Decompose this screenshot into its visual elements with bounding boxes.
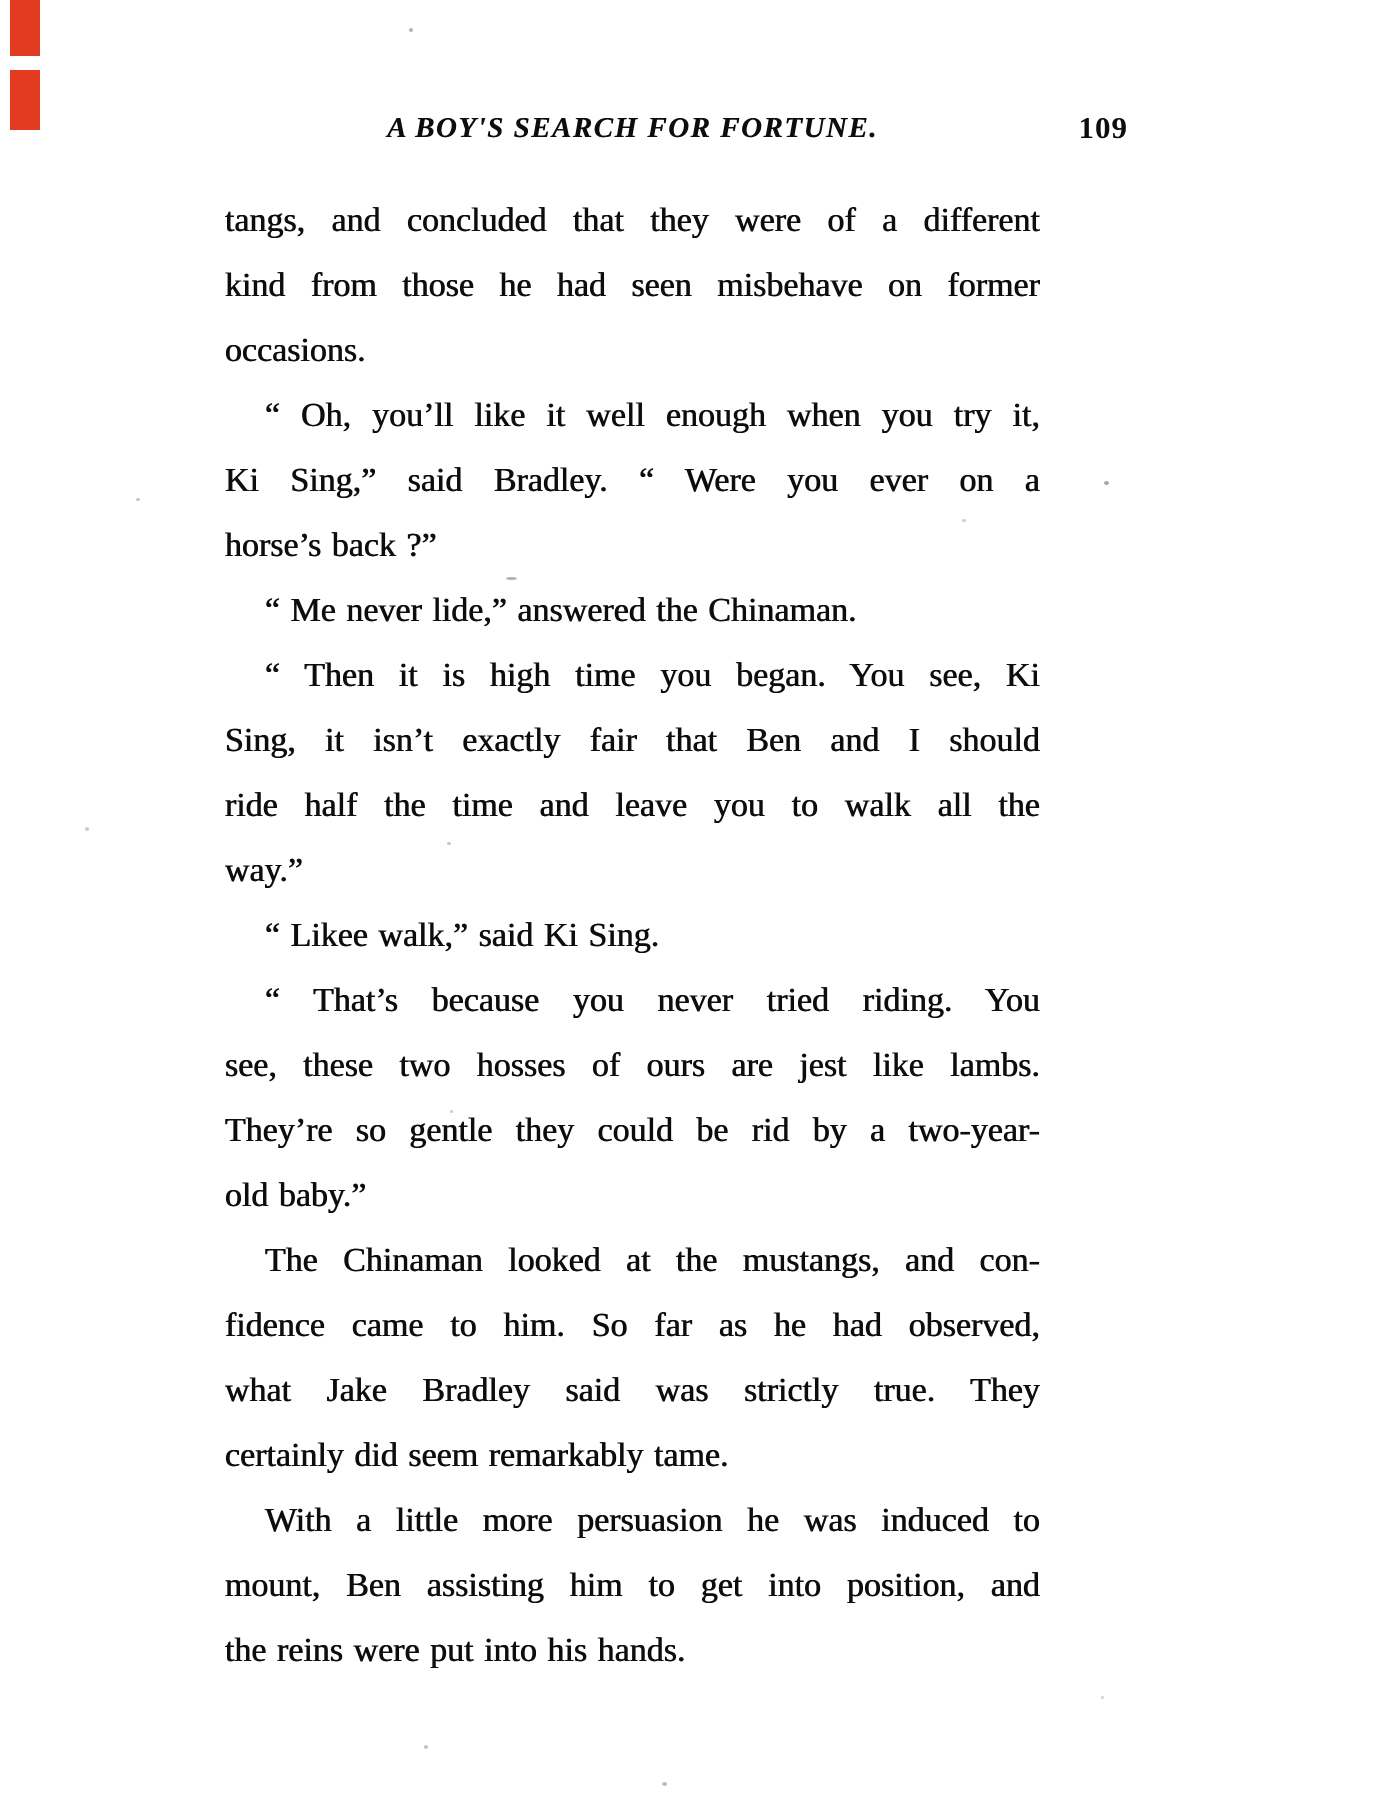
text-line: mount, Ben assisting him to get into position, and <box>225 1567 1040 1604</box>
text-line: kind from those he had seen misbehave on former <box>225 267 1040 304</box>
text-line: “ Oh, you’ll like it well enough when you try it, <box>265 397 1040 434</box>
scan-speck <box>1104 481 1109 485</box>
text-line: “ That’s because you never tried riding. You <box>265 982 1040 1019</box>
scan-speck <box>962 519 966 522</box>
text-line: fidence came to him. So far as he had observed, <box>225 1307 1040 1344</box>
text-line: tangs, and concluded that they were of a different <box>225 202 1040 239</box>
text-line: Ki Sing,” said Bradley. “ Were you ever on a <box>225 462 1040 499</box>
text-line: horse’s back ?” <box>225 527 437 564</box>
text-line: old baby.” <box>225 1177 367 1214</box>
scan-speck <box>506 577 517 580</box>
text-line: Sing, it isn’t exactly fair that Ben and I should <box>225 722 1040 759</box>
scan-speck <box>450 1110 453 1113</box>
text-line: They’re so gentle they could be rid by a two-year- <box>225 1112 1040 1149</box>
running-title: A BOY'S SEARCH FOR FORTUNE. <box>387 112 878 144</box>
text-line: certainly did seem remarkably tame. <box>225 1437 729 1474</box>
scan-speck <box>85 827 89 831</box>
text-line: “ Likee walk,” said Ki Sing. <box>265 917 660 954</box>
page-text <box>225 188 1040 1683</box>
page-header <box>225 110 1128 156</box>
red-edge-mark-bottom <box>10 70 40 130</box>
text-line: what Jake Bradley said was strictly true. They <box>225 1372 1040 1409</box>
text-line: “ Me never lide,” answered the Chinaman. <box>265 592 857 629</box>
text-line: ride half the time and leave you to walk all the <box>225 787 1040 824</box>
text-line: occasions. <box>225 332 366 369</box>
text-line: “ Then it is high time you began. You see, Ki <box>265 657 1040 694</box>
text-line: The Chinaman looked at the mustangs, and con- <box>265 1242 1040 1279</box>
text-line: the reins were put into his hands. <box>225 1632 686 1669</box>
page-number: 109 <box>1078 110 1128 145</box>
text-line: see, these two hosses of ours are jest like lambs. <box>225 1047 1040 1084</box>
scan-speck <box>424 1745 428 1749</box>
text-line: way.” <box>225 852 304 889</box>
text-line: With a little more persuasion he was induced to <box>265 1502 1040 1539</box>
red-edge-mark-top <box>10 0 40 56</box>
scan-speck <box>409 28 413 32</box>
scan-speck <box>136 498 140 501</box>
scan-speck <box>1101 1696 1104 1699</box>
scan-speck <box>662 1782 667 1786</box>
scan-speck <box>447 842 451 845</box>
